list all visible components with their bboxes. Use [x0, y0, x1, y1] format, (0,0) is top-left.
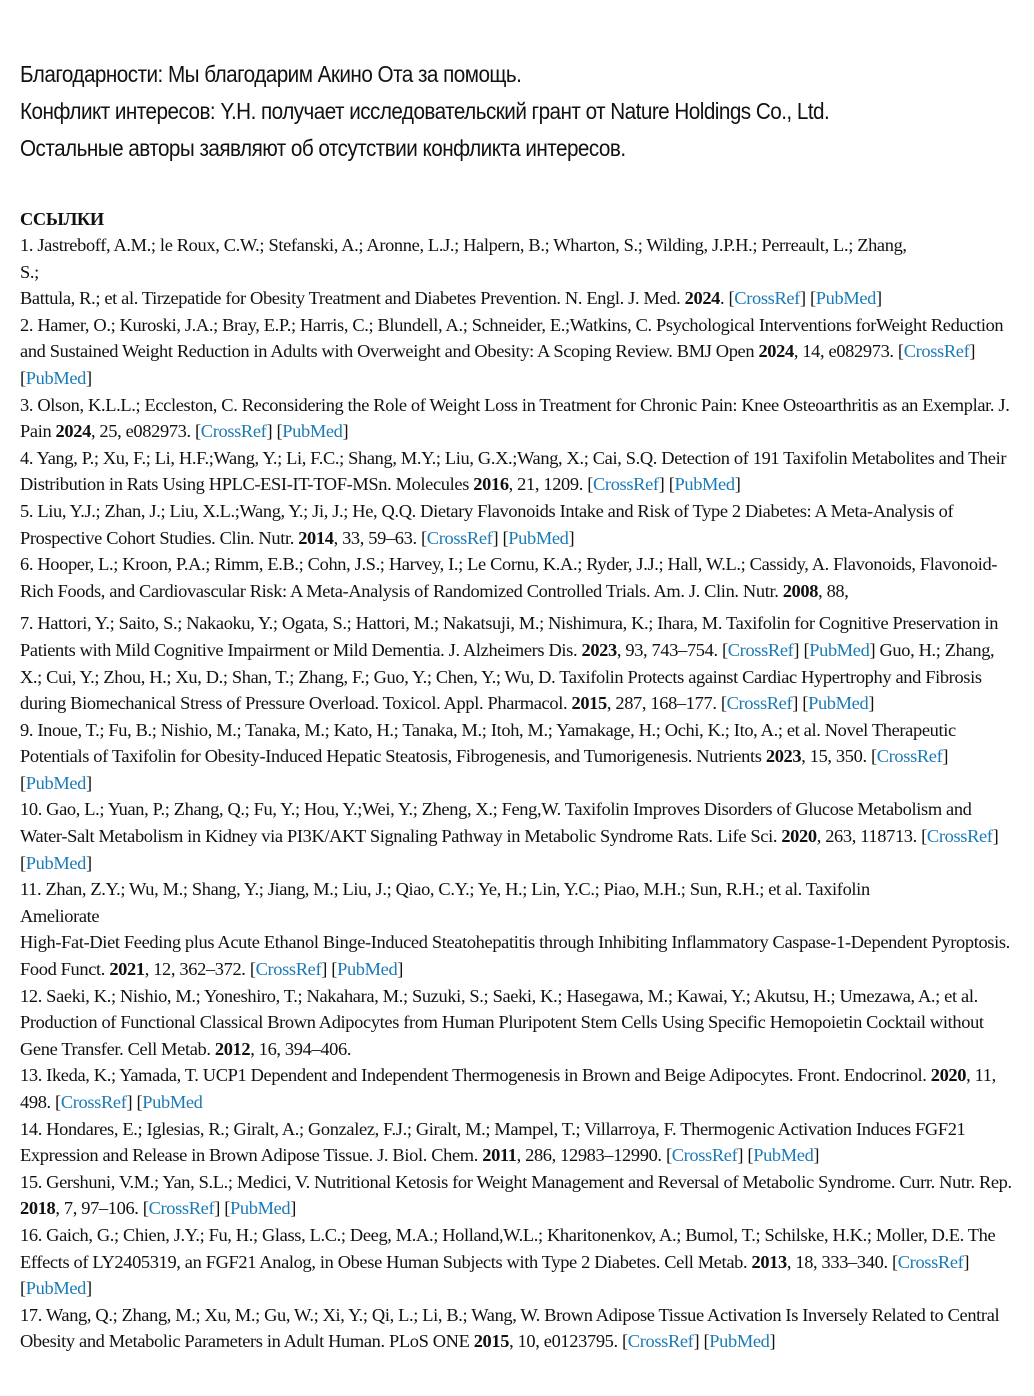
- reference-year: 2023: [581, 639, 617, 660]
- bracket: ]: [126, 1092, 133, 1112]
- crossref-link[interactable]: CrossRef: [60, 1092, 127, 1112]
- crossref-link[interactable]: CrossRef: [593, 474, 659, 495]
- reference-details: , 287, 168–177.: [606, 693, 721, 714]
- bracket: [: [331, 959, 338, 980]
- bracket: ]: [737, 1145, 744, 1166]
- reference-details: , 25, e082973.: [90, 421, 195, 442]
- bracket: [: [870, 746, 877, 767]
- pubmed-link[interactable]: PubMed: [282, 421, 343, 442]
- bracket: ]: [813, 1145, 820, 1166]
- reference-item: [20, 1169, 1020, 1222]
- bracket: ]: [397, 959, 404, 980]
- bracket: [: [809, 288, 816, 309]
- reference-text: 4. Yang, P.; Xu, F.; Li, H.F.;Wang, Y.; Li, F.C.; Shang, M.Y.; Liu, G.X.;Wang, X.; Cai, S.Q. Detection of 191 Taxifolin Metabolites and Their Distribution in Rats Using HPLC-ESI-IT-TOF-MSn. Molecules: [20, 447, 1007, 495]
- reference-item: [20, 876, 1020, 982]
- reference-text: 15. Gershuni, V.M.; Yan, S.L.; Medici, V. Nutritional Ketosis for Weight Management and Reversal of Metabolic Syndrome. Curr. Nutr. Rep.: [20, 1171, 1012, 1192]
- bracket: [: [249, 959, 256, 980]
- reference-text: Battula, R.; et al. Tirzepatide for Obesity Treatment and Diabetes Prevention. N. Engl. J. Med.: [20, 288, 685, 309]
- bracket: ]: [658, 474, 665, 495]
- reference-text: 10. Gao, L.; Yuan, P.; Zhang, Q.; Fu, Y.; Hou, Y.;Wei, Y.; Zheng, X.; Feng,W. Taxifolin Improves Disorders of Glucose Metabolism and Water-Salt Metabolism in Kidney via PI3K/AKT Signaling Pathway in Metabolic Syndrome Rats. Life Sci.: [20, 799, 972, 847]
- reference-item: [20, 1116, 1020, 1169]
- reference-year: 2015: [571, 693, 607, 714]
- reference-item: [20, 312, 1020, 392]
- reference-year: 2021: [109, 959, 145, 980]
- bracket: [: [891, 1251, 898, 1272]
- reference-details: , 11, 498.: [20, 1065, 996, 1112]
- reference-item: [20, 1302, 1020, 1355]
- bracket: ]: [876, 288, 882, 309]
- references-section: [20, 206, 1020, 1355]
- pubmed-link[interactable]: PubMed: [25, 1278, 87, 1299]
- bracket: ]: [793, 639, 800, 660]
- reference-text: 13. Ikeda, K.; Yamada, T. UCP1 Dependent and Independent Thermogenesis in Brown and Beige Adipocytes. Front. Endocrinol.: [20, 1065, 931, 1086]
- reference-details: , 15, 350.: [801, 746, 871, 767]
- reference-details: , 12, 362–372.: [144, 959, 250, 980]
- reference-text: 7. Hattori, Y.; Saito, S.; Nakaoku, Y.; Ogata, S.; Hattori, M.; Nakatsuji, M.; Nishimura, K.; Ihara, M. Taxifolin for Cognitive Preservation in Patients with Mild Cognitive Impairment or Mild Dementia. J. Alzheimers Dis.: [20, 613, 999, 660]
- crossref-link[interactable]: CrossRef: [671, 1145, 738, 1166]
- reference-details: .: [720, 288, 729, 309]
- bracket: ]: [868, 693, 875, 714]
- bracket: [: [20, 367, 26, 388]
- bracket: ]: [734, 474, 741, 495]
- bracket: [: [665, 1145, 672, 1166]
- pubmed-link[interactable]: PubMed: [508, 527, 569, 548]
- bracket: [: [802, 693, 809, 714]
- bracket: ]: [992, 826, 999, 847]
- bracket: [: [747, 1145, 754, 1166]
- pubmed-link[interactable]: PubMed: [815, 288, 876, 309]
- bracket: ]: [214, 1198, 221, 1219]
- pubmed-link[interactable]: PubMed: [753, 1145, 814, 1166]
- reference-year: 2012: [214, 1038, 251, 1059]
- reference-year: 2023: [765, 746, 802, 767]
- reference-line: Ameliorate: [20, 905, 100, 926]
- bracket: [: [803, 639, 810, 660]
- reference-text: 16. Gaich, G.; Chien, J.Y.; Fu, H.; Glass, L.C.; Deeg, M.A.; Holland,W.L.; Kharitonenkov, A.; Bumol, T.; Schilske, H.K.; Moller, D.E. The Effects of LY2405319, an FGF21 Analog, in Obese Human Subjects with Type 2 Diabetes. Cell Metab.: [20, 1224, 996, 1272]
- reference-year: 2020: [930, 1065, 967, 1086]
- reference-details: , 286, 12983–12990.: [516, 1145, 666, 1166]
- bracket: ]: [869, 639, 876, 660]
- intro-section: [20, 56, 1020, 167]
- bracket: [: [20, 772, 26, 793]
- reference-year: 2024: [758, 341, 794, 362]
- reference-text: Guo, H.; Zhang, X.; Cui, Y.; Zhou, H.; Xu, D.; Shan, T.; Zhang, F.; Guo, Y.; Chen, Y.; Wu, D. Taxifolin Protects against Cardiac Hypertrophy and Fibrosis during Biomechanical Stress of Pressure Overload. Toxicol. Appl. Pharmacol.: [20, 639, 995, 714]
- bracket: [: [20, 1278, 26, 1299]
- bracket: ]: [769, 1331, 776, 1352]
- bracket: ]: [969, 341, 976, 362]
- bracket: ]: [342, 421, 349, 442]
- reference-year: 2024: [684, 288, 721, 309]
- bracket: ]: [321, 959, 328, 980]
- pubmed-link[interactable]: PubMed: [808, 693, 869, 714]
- bracket: [: [921, 826, 927, 847]
- bracket: ]: [792, 693, 799, 714]
- reference-year: 2020: [781, 826, 817, 847]
- reference-year: 2016: [473, 474, 509, 495]
- bracket: ]: [963, 1251, 970, 1272]
- bracket: ]: [86, 852, 92, 873]
- reference-item: [20, 717, 1020, 797]
- bracket: [: [720, 693, 727, 714]
- reference-item: [20, 445, 1020, 498]
- bracket: ]: [266, 421, 273, 442]
- bracket: [: [195, 421, 201, 442]
- reference-text: 17. Wang, Q.; Zhang, M.; Xu, M.; Gu, W.; Xi, Y.; Qi, L.; Li, B.; Wang, W. Brown Adipose Tissue Activation Is Inversely Related to Central Obesity and Metabolic Parameters in Adult Human. PLoS ONE: [20, 1304, 1000, 1352]
- reference-details: , 18, 333–340.: [786, 1251, 892, 1272]
- pubmed-link[interactable]: PubMed: [142, 1092, 203, 1112]
- reference-item: [20, 232, 1020, 312]
- reference-text: 3. Olson, K.L.L.; Eccleston, C. Reconsidering the Role of Weight Loss in Treatment for Chronic Pain: Knee Osteoarthritis as an Exemplar. J. Pain: [20, 394, 1010, 442]
- pubmed-link[interactable]: PubMed: [809, 639, 870, 660]
- reference-year: 2015: [473, 1331, 510, 1352]
- bracket: ]: [693, 1331, 700, 1352]
- reference-text: 2. Hamer, O.; Kuroski, J.A.; Bray, E.P.; Harris, C.; Blundell, A.; Schneider, E.;Watkins, C. Psychological Interventions forWeight Reduction and Sustained Weight Reduction in Adults with Overweight and Obesity: A Scoping Review. BMJ Open: [20, 314, 1004, 362]
- pubmed-link[interactable]: PubMed: [25, 772, 87, 793]
- reference-line: 11. Zhan, Z.Y.; Wu, M.; Shang, Y.; Jiang, M.; Liu, J.; Qiao, C.Y.; Ye, H.; Lin, Y.C.; Piao, M.H.; Sun, R.H.; et al. Taxifolin: [20, 879, 870, 900]
- bracket: [: [622, 1331, 628, 1352]
- bracket: ]: [290, 1198, 297, 1219]
- reference-year: 2011: [482, 1145, 517, 1166]
- reference-item: [20, 1062, 1020, 1115]
- reference-line: S.;: [20, 261, 39, 282]
- reference-details: , 16, 394–406.: [250, 1038, 352, 1059]
- reference-year: 2008: [782, 580, 819, 601]
- bracket: [: [20, 852, 26, 873]
- bracket: [: [502, 527, 509, 548]
- reference-year: 2013: [751, 1251, 787, 1272]
- reference-text: 5. Liu, Y.J.; Zhan, J.; Liu, X.L.;Wang, Y.; Ji, J.; He, Q.Q. Dietary Flavonoids Intake and Risk of Type 2 Diabetes: A Meta-Analysis of Prospective Cohort Studies. Clin. Nutr.: [20, 500, 954, 548]
- crossref-link[interactable]: CrossRef: [727, 639, 794, 660]
- crossref-link[interactable]: CrossRef: [876, 746, 943, 767]
- bracket: [: [224, 1198, 231, 1219]
- reference-details: , 10, e0123795.: [509, 1331, 623, 1352]
- reference-item: [20, 1222, 1020, 1302]
- bracket: [: [142, 1198, 149, 1219]
- reference-details: , 33, 59–63.: [333, 527, 421, 548]
- bracket: ]: [799, 288, 806, 309]
- bracket: ]: [568, 527, 575, 548]
- bracket: [: [668, 474, 675, 495]
- bracket: ]: [86, 1278, 92, 1299]
- reference-year: 2014: [298, 527, 334, 548]
- bracket: [: [276, 421, 283, 442]
- bracket: [: [703, 1331, 710, 1352]
- reference-item: [20, 796, 1020, 876]
- conflict-of-interest-text-continued: Остальные авторы заявляют об отсутствии конфликта интересов.: [20, 135, 626, 161]
- bracket: [: [421, 527, 427, 548]
- crossref-link[interactable]: CrossRef: [903, 341, 970, 362]
- pubmed-link[interactable]: PubMed: [25, 852, 87, 873]
- bracket: [: [136, 1092, 143, 1112]
- bracket: ]: [492, 527, 499, 548]
- bracket: [: [897, 341, 904, 362]
- bracket: [: [55, 1092, 61, 1112]
- reference-details: , 263, 118713.: [816, 826, 922, 847]
- reference-list: [20, 232, 1020, 1355]
- pubmed-link[interactable]: PubMed: [674, 474, 735, 495]
- crossref-link[interactable]: CrossRef: [897, 1251, 964, 1272]
- crossref-link[interactable]: CrossRef: [255, 959, 322, 980]
- reference-details: , 7, 97–106.: [55, 1198, 143, 1219]
- crossref-link[interactable]: CrossRef: [148, 1198, 215, 1219]
- reference-item: [20, 498, 1020, 551]
- pubmed-link[interactable]: PubMed: [25, 367, 87, 388]
- reference-text: High-Fat-Diet Feeding plus Acute Ethanol Binge-Induced Steatohepatitis through Inhibiting Inflammatory Caspase-1-Dependent Pyroptosis. Food Funct.: [20, 932, 1010, 980]
- reference-details: , 21, 1209.: [508, 474, 588, 495]
- reference-item: [20, 983, 1020, 1063]
- crossref-link[interactable]: CrossRef: [926, 826, 993, 847]
- reference-text: 9. Inoue, T.; Fu, B.; Nishio, M.; Tanaka, M.; Kato, H.; Tanaka, M.; Itoh, M.; Yamakage, H.; Ochi, K.; Ito, A.; et al. Novel Therapeutic Potentials of Taxifolin for Obesity-Induced Hepatic Steatosis, Fibrogenesis, and Tumorigenesis. Nutrients: [20, 719, 956, 767]
- reference-text: 6. Hooper, L.; Kroon, P.A.; Rimm, E.B.; Cohn, J.S.; Harvey, I.; Le Cornu, K.A.; Ryder, J.J.; Hall, W.L.; Cassidy, A. Flavonoids, Flavonoid-Rich Foods, and Cardiovascular Risk: A Meta-Analysis of Randomized Controlled Trials. Am. J. Clin. Nutr.: [20, 554, 998, 601]
- bracket: ]: [942, 746, 949, 767]
- crossref-link[interactable]: CrossRef: [734, 288, 800, 309]
- reference-text: 12. Saeki, K.; Nishio, M.; Yoneshiro, T.; Nakahara, M.; Suzuki, S.; Saeki, K.; Hasegawa, M.; Kawai, Y.; Akutsu, H.; Umezawa, A.; et al. Production of Functional Classical Brown Adipocytes from Human Pluripotent Stem Cells Using Specific Hemopoietin Cocktail without Gene Transfer. Cell Metab.: [20, 985, 984, 1059]
- reference-details: , 93, 743–754.: [616, 639, 722, 660]
- reference-details: , 88,: [818, 580, 849, 601]
- reference-details: , 14, e082973.: [793, 341, 898, 362]
- reference-item: [20, 551, 1020, 604]
- reference-text: 14. Hondares, E.; Iglesias, R.; Giralt, A.; Gonzalez, F.J.; Giralt, M.; Mampel, T.; Villarroya, F. Thermogenic Activation Induces FGF21 Expression and Release in Brown Adipose Tissue. J. Biol. Chem.: [20, 1118, 966, 1166]
- conflict-of-interest-text: Конфликт интересов: Y.H. получает исследовательский грант от Nature Holdings Co., Ltd.: [20, 98, 830, 124]
- reference-year: 2018: [20, 1198, 56, 1219]
- crossref-link[interactable]: CrossRef: [726, 693, 793, 714]
- bracket: [: [721, 639, 728, 660]
- reference-year: 2024: [55, 421, 91, 442]
- pubmed-link[interactable]: PubMed: [230, 1198, 291, 1219]
- references-heading: ССЫЛКИ: [20, 209, 104, 229]
- reference-line: 1. Jastreboff, A.M.; le Roux, C.W.; Stefanski, A.; Aronne, L.J.; Halpern, B.; Wharton, S.; Wilding, J.P.H.; Perreault, L.; Zhang,: [20, 235, 907, 255]
- acknowledgments-text: Благодарности: Мы благодарим Акино Ота за помощь.: [20, 61, 522, 87]
- pubmed-link[interactable]: PubMed: [709, 1331, 770, 1352]
- bracket: ]: [86, 367, 92, 388]
- crossref-link[interactable]: CrossRef: [426, 527, 493, 548]
- reference-item: [20, 610, 1020, 716]
- bracket: [: [728, 288, 735, 309]
- bracket: [: [587, 474, 594, 495]
- bracket: ]: [86, 772, 92, 793]
- pubmed-link[interactable]: PubMed: [337, 959, 398, 980]
- crossref-link[interactable]: CrossRef: [200, 421, 267, 442]
- reference-item: [20, 392, 1020, 445]
- crossref-link[interactable]: CrossRef: [627, 1331, 694, 1352]
